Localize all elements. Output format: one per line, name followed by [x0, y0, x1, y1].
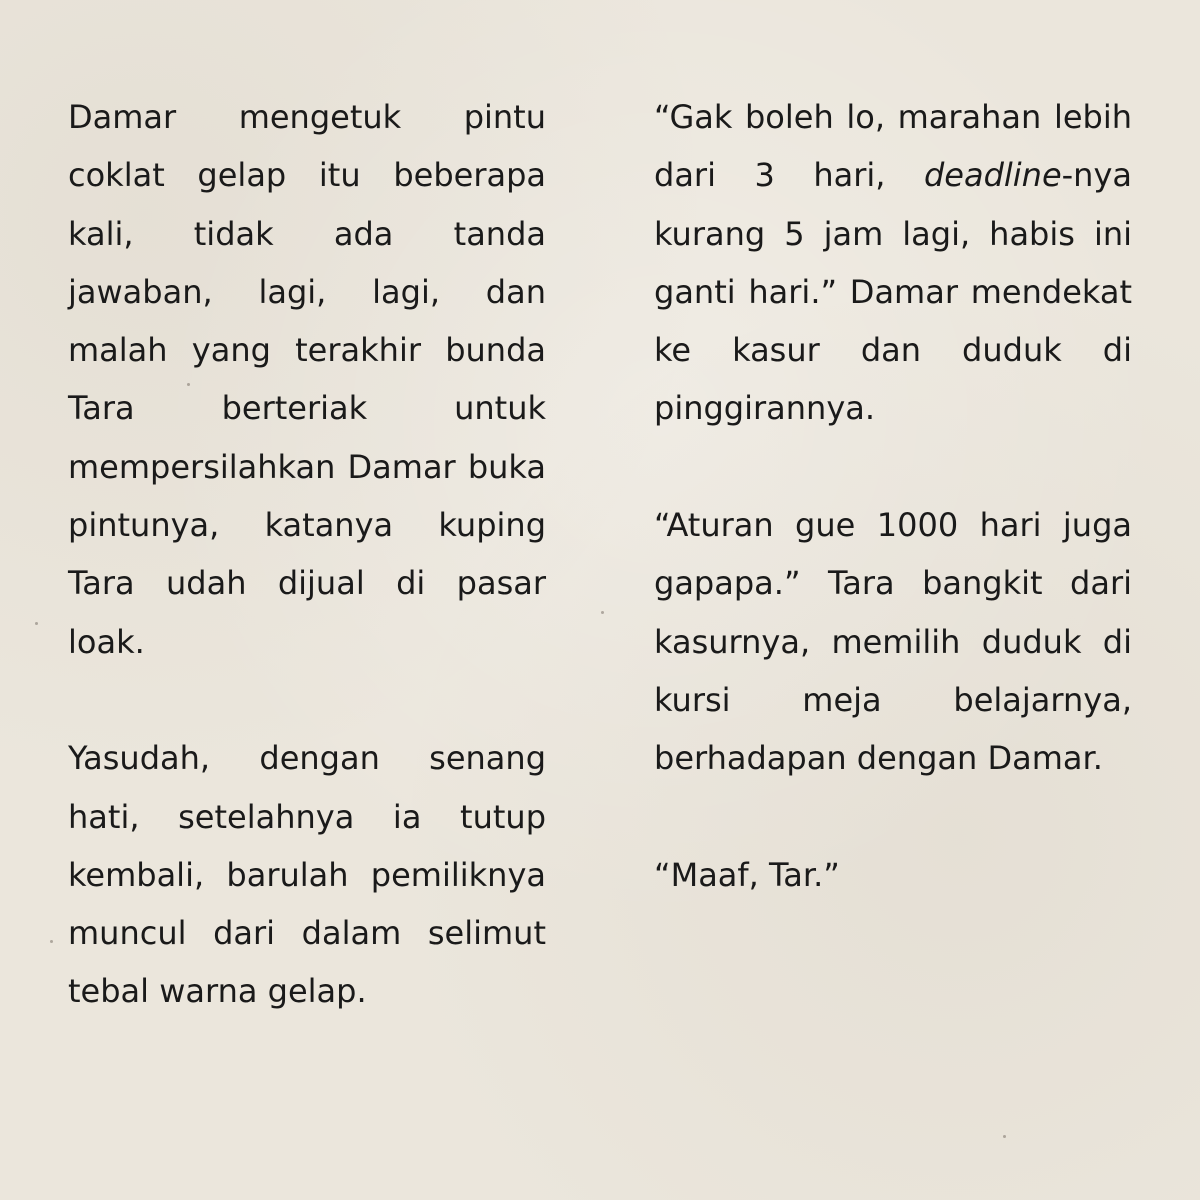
paragraph-door-knock: Damar mengetuk pintu coklat gelap itu beberapa kali, tidak ada tanda jawaban, lagi, lagi, dan malah yang terakhir bunda Tara berteriak untuk mempersilahkan Damar buka pintunya, katanya kuping Tara udah dijual di pasar loak. — [68, 98, 546, 661]
paper-speck — [601, 611, 604, 614]
paragraph-thousand-days: “Aturan gue 1000 hari juga gapapa.” Tara bangkit dari kasurnya, memilih duduk di kursi meja belajarnya, berhadapan dengan Damar. — [654, 506, 1132, 778]
paper-speck — [35, 622, 38, 625]
paragraph-blanket: Yasudah, dengan senang hati, setelahnya ia tutup kembali, barulah pemiliknya muncul dari dalam selimut tebal warna gelap. — [68, 739, 546, 1011]
paper-speck — [50, 940, 53, 943]
dialogue-text-end: -nya kurang 5 jam lagi, habis ini ganti hari.” Damar mendekat ke kasur dan duduk di pinggirannya. — [654, 156, 1132, 428]
paragraph-apology: “Maaf, Tar.” — [654, 855, 840, 894]
story-column-left — [68, 88, 546, 1021]
paper-speck — [1003, 1135, 1006, 1138]
dialogue-text-start: “Gak boleh lo, marahan lebih dari 3 hari, — [654, 98, 1132, 195]
italic-word-deadline: deadline — [923, 156, 1062, 195]
story-column-right — [654, 88, 1132, 904]
paragraph-deadline-dialogue — [654, 88, 1132, 438]
